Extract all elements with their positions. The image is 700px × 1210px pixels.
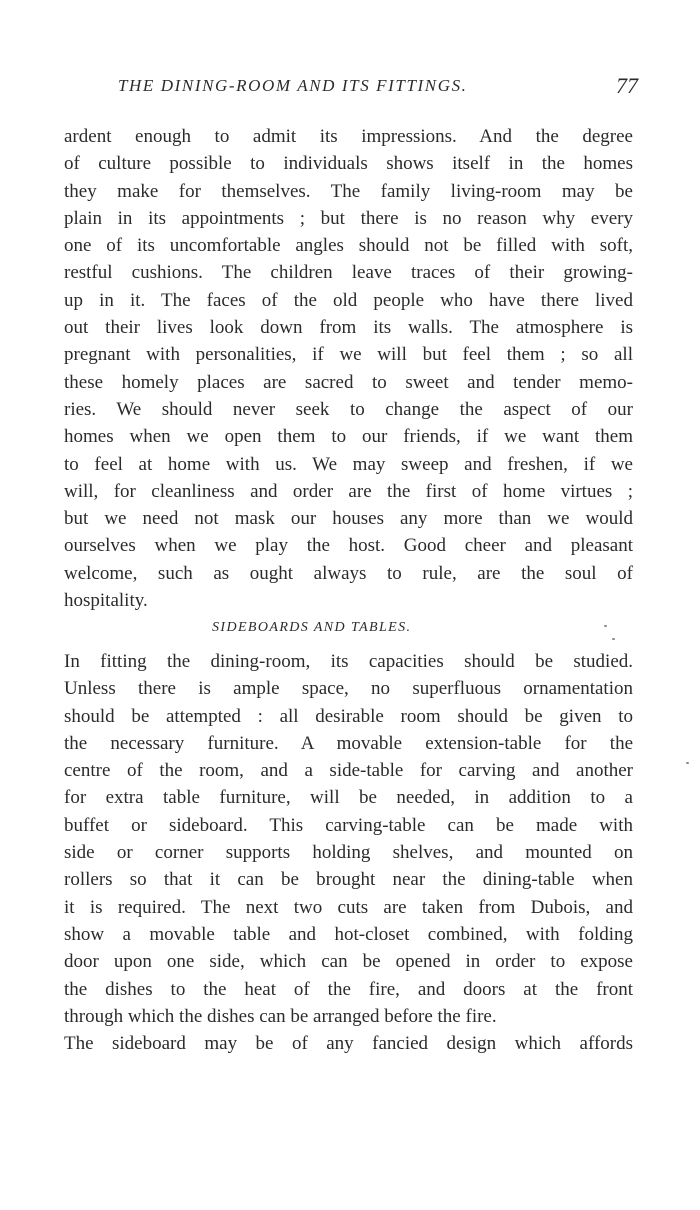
text-line: welcome, such as ought always to rule, are the soul of xyxy=(64,562,633,584)
text-line: ourselves when we play the host. Good cheer and pleasant xyxy=(64,535,633,557)
text-line: it is required. The next two cuts are taken from Dubois, and xyxy=(64,896,633,918)
text-line: rollers so that it can be brought near the dining-table when xyxy=(64,869,633,891)
running-head xyxy=(118,73,638,102)
text-line: centre of the room, and a side-table for carving and another xyxy=(64,760,633,782)
text-line: homes when we open them to our friends, if we want them xyxy=(64,426,633,448)
ink-speck xyxy=(686,762,689,764)
ink-speck xyxy=(612,638,615,640)
text-line: buffet or sideboard. This carving-table can be made with xyxy=(64,814,633,836)
page-number: 77 xyxy=(616,73,638,98)
text-line: door upon one side, which can be opened in order to expose xyxy=(64,951,633,973)
text-line: of culture possible to individuals shows itself in the homes xyxy=(64,153,633,175)
text-line: to feel at home with us. We may sweep and freshen, if we xyxy=(64,453,633,475)
text-line: show a movable table and hot-closet combined, with folding xyxy=(64,923,633,945)
text-line: should be attempted : all desirable room should be given to xyxy=(64,705,633,727)
section-heading: SIDEBOARDS AND TABLES. xyxy=(212,620,412,635)
text-line: restful cushions. The children leave traces of their growing- xyxy=(64,262,633,284)
text-line: up in it. The faces of the old people who have there lived xyxy=(64,289,633,311)
paragraph-hospitality xyxy=(64,123,633,614)
text-line: the dishes to the heat of the fire, and doors at the front xyxy=(64,978,633,1000)
text-line: the necessary furniture. A movable extension-table for the xyxy=(64,732,633,754)
text-line: will, for cleanliness and order are the first of home virtues ; xyxy=(64,480,633,502)
text-line: through which the dishes can be arranged before the fire. xyxy=(64,1005,497,1027)
text-line: Unless there is ample space, no superfluous ornamentation xyxy=(64,678,633,700)
text-line: these homely places are sacred to sweet and tender memo- xyxy=(64,371,633,393)
paragraph-dining-room-fitting xyxy=(64,648,633,1030)
text-line: ries. We should never seek to change the aspect of our xyxy=(64,398,633,420)
text-line: they make for themselves. The family living-room may be xyxy=(64,180,633,202)
running-title: THE DINING-ROOM AND ITS FITTINGS. xyxy=(118,76,468,95)
text-line: plain in its appointments ; but there is no reason why every xyxy=(64,207,633,229)
text-line: ardent enough to admit its impressions. And the degree xyxy=(64,126,633,147)
text-line: side or corner supports holding shelves, and mounted on xyxy=(64,842,633,864)
text-line: for extra table furniture, will be needed, in addition to a xyxy=(64,787,633,809)
text-line: but we need not mask our houses any more than we would xyxy=(64,508,633,530)
ink-speck xyxy=(604,625,607,627)
text-line: The sideboard may be of any fancied design which affords xyxy=(64,1033,633,1054)
text-line: out their lives look down from its walls. The atmosphere is xyxy=(64,317,633,339)
text-line: pregnant with personalities, if we will but feel them ; so all xyxy=(64,344,633,366)
paragraph-sideboard xyxy=(64,1030,633,1057)
text-line: In fitting the dining-room, its capacities should be studied. xyxy=(64,651,633,672)
text-line: one of its uncomfortable angles should not be filled with soft, xyxy=(64,235,633,257)
text-line: hospitality. xyxy=(64,590,148,612)
